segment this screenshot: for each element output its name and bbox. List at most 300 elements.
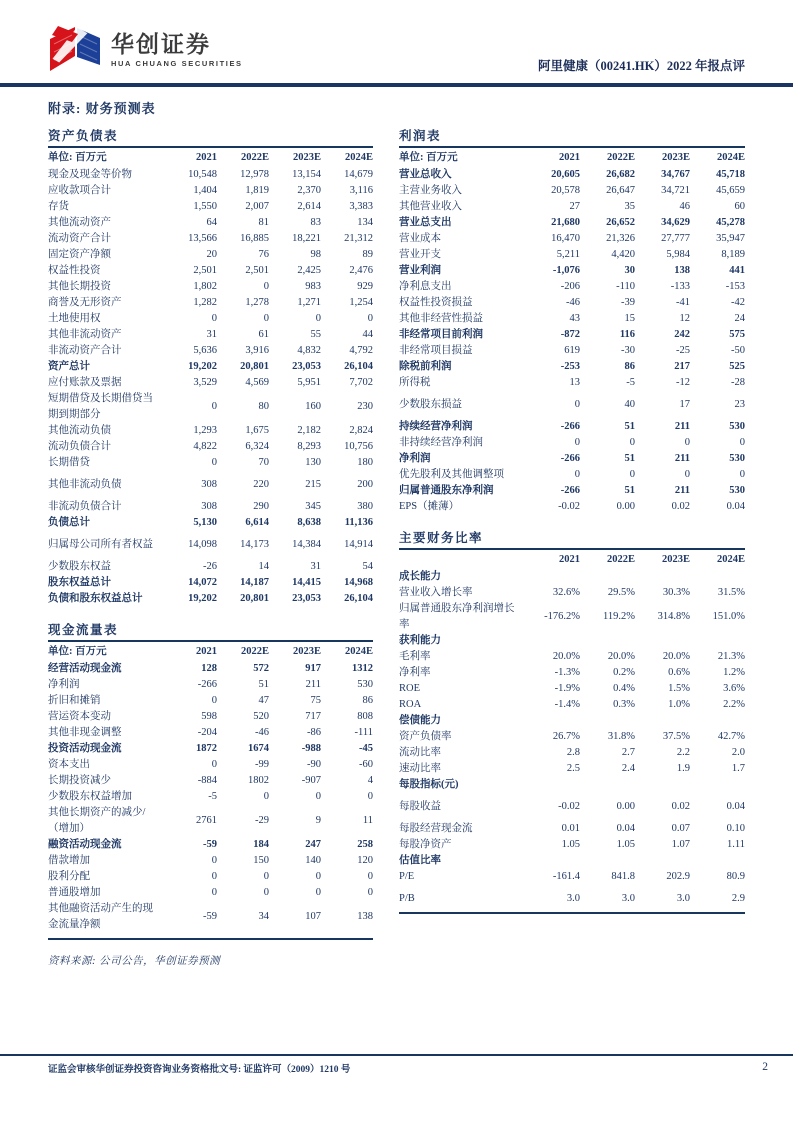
cell-value: -884 — [197, 775, 217, 786]
row-label: 其他非流动资产 — [48, 329, 122, 340]
cell-value: -5 — [626, 377, 635, 388]
row-label: 营业利润 — [399, 265, 441, 276]
cell-value: 31 — [310, 561, 321, 572]
cell-value: 6,324 — [245, 441, 269, 452]
cell-value: 1.9 — [676, 763, 690, 774]
cell-value: 0 — [211, 855, 217, 866]
cell-value: 0 — [211, 313, 217, 324]
table-row — [48, 901, 373, 933]
financial-ratios-table — [399, 528, 745, 914]
cell-value: 0.04 — [726, 501, 745, 512]
table-row — [48, 311, 373, 327]
cell-value: 3,116 — [349, 185, 373, 196]
table-row — [399, 837, 745, 853]
cell-value: 4,569 — [245, 377, 269, 388]
row-label: 折旧和摊销 — [48, 695, 101, 706]
cell-value: 0 — [315, 887, 321, 898]
row-label: 其他非流动负债 — [48, 479, 122, 490]
cell-value: 14,384 — [292, 539, 321, 550]
cell-value: 35,947 — [716, 233, 745, 244]
cell-value: 0.04 — [726, 801, 745, 812]
table-row — [399, 745, 745, 761]
cell-value: 220 — [253, 479, 269, 490]
cell-value: 0.6% — [668, 667, 690, 678]
cell-value: 5,130 — [193, 517, 217, 528]
cell-value: -0.02 — [558, 801, 580, 812]
cell-value: -266 — [197, 679, 217, 690]
cell-value: 43 — [569, 313, 580, 324]
row-label: 应付账款及票据 — [48, 377, 122, 388]
cell-value: 6,614 — [245, 517, 269, 528]
cell-value: 30.3% — [662, 587, 690, 598]
cell-value: 2,007 — [245, 201, 269, 212]
column-header: 2021 — [559, 152, 580, 163]
table-row — [48, 183, 373, 199]
cell-value: 45,718 — [716, 169, 745, 180]
column-header: 2023E — [661, 152, 690, 163]
cell-value: 40 — [624, 399, 635, 410]
cell-value: 26,104 — [344, 361, 373, 372]
cell-value: 27 — [569, 201, 580, 212]
cell-value: 54 — [362, 561, 373, 572]
cell-value: 258 — [357, 839, 373, 850]
cell-value: -59 — [203, 839, 217, 850]
table-row — [399, 649, 745, 665]
row-label: 非流动负债合计 — [48, 501, 122, 512]
cell-value: 1.0% — [668, 699, 690, 710]
cell-value: 314.8% — [657, 611, 690, 622]
row-label: 普通股增加 — [48, 887, 101, 898]
cell-value: 619 — [564, 345, 580, 356]
table-row — [48, 215, 373, 231]
table-row — [399, 697, 745, 713]
row-label: 现金及现金等价物 — [48, 169, 132, 180]
table-row — [399, 853, 745, 869]
table-row — [399, 869, 745, 885]
cell-value: 12,978 — [240, 169, 269, 180]
column-header: 2022E — [240, 152, 269, 163]
cell-value: 0 — [211, 695, 217, 706]
cell-value: 130 — [305, 457, 321, 468]
column-header: 2023E — [292, 646, 321, 657]
table-row — [48, 359, 373, 375]
row-label: 少数股东权益增加 — [48, 791, 132, 802]
cell-value: -133 — [670, 281, 690, 292]
cell-value: 116 — [619, 329, 635, 340]
row-label: 长期投资减少 — [48, 775, 111, 786]
cell-value: 2,370 — [297, 185, 321, 196]
cell-value: 0 — [315, 313, 321, 324]
cell-value: 0.01 — [561, 823, 580, 834]
cell-value: 17 — [679, 399, 690, 410]
column-header: 2021 — [196, 152, 217, 163]
table-header-row — [399, 550, 745, 569]
cell-value: 211 — [674, 421, 690, 432]
cell-value: 86 — [624, 361, 635, 372]
cell-value: 247 — [305, 839, 321, 850]
cell-value: 47 — [258, 695, 269, 706]
cell-value: -1.3% — [554, 667, 580, 678]
page-header — [0, 0, 793, 83]
row-label: 负债总计 — [48, 517, 90, 528]
row-label: 每股净资产 — [399, 839, 452, 850]
cell-value: 64 — [206, 217, 217, 228]
cell-value: 2,182 — [297, 425, 321, 436]
cell-value: 32.6% — [552, 587, 580, 598]
cell-value: 0.00 — [616, 801, 635, 812]
row-label: 每股经营现金流 — [399, 823, 473, 834]
cell-value: -1.9% — [554, 683, 580, 694]
column-header: 2021 — [559, 554, 580, 565]
row-label: 权益性投资 — [48, 265, 101, 276]
cell-value: -86 — [307, 727, 321, 738]
unit-label: 单位: 百万元 — [48, 152, 107, 163]
row-label: 少数股东损益 — [399, 399, 462, 410]
cell-value: 917 — [305, 663, 321, 674]
cell-value: 23,053 — [292, 593, 321, 604]
row-label: 每股收益 — [399, 801, 441, 812]
cell-value: 14,072 — [188, 577, 217, 588]
cell-value: 217 — [674, 361, 690, 372]
row-label: 融资活动现金流 — [48, 839, 122, 850]
cell-value: 0 — [367, 887, 373, 898]
cell-value: 83 — [310, 217, 321, 228]
cell-value: 21.3% — [717, 651, 745, 662]
cell-value: 1.05 — [561, 839, 580, 850]
table-row — [48, 575, 373, 591]
cell-value: 18,221 — [292, 233, 321, 244]
row-label: 偿债能力 — [399, 715, 441, 726]
left-column — [48, 126, 373, 968]
cell-value: 0 — [315, 791, 321, 802]
cell-value: -0.02 — [558, 501, 580, 512]
cell-value: 180 — [357, 457, 373, 468]
table-row — [399, 799, 745, 815]
cell-value: 0.4% — [613, 683, 635, 694]
row-label: 估值比率 — [399, 855, 441, 866]
row-label: 固定资产净额 — [48, 249, 111, 260]
table-row — [48, 477, 373, 493]
table-row — [48, 837, 373, 853]
row-label: 非经常项目损益 — [399, 345, 473, 356]
cell-value: -266 — [560, 421, 580, 432]
table-row — [399, 633, 745, 649]
row-label: 净利率 — [399, 667, 431, 678]
cell-value: -46 — [255, 727, 269, 738]
table-row — [399, 601, 745, 633]
row-label: 持续经营净利润 — [399, 421, 473, 432]
cell-value: 0 — [263, 281, 269, 292]
table-row — [399, 231, 745, 247]
cell-value: 2761 — [196, 815, 217, 826]
cell-value: 34,629 — [661, 217, 690, 228]
unit-label: 单位: 百万元 — [399, 152, 458, 163]
table-row — [399, 247, 745, 263]
row-label: 毛利率 — [399, 651, 431, 662]
cell-value: 34 — [258, 911, 269, 922]
table-row — [48, 709, 373, 725]
cell-value: 0 — [367, 791, 373, 802]
row-label: 短期借贷及长期借贷当期到期部分 — [48, 393, 153, 420]
report-title: 阿里健康（00241.HK）2022 年报点评 — [538, 59, 745, 73]
column-header: 2023E — [292, 152, 321, 163]
cell-value: 1,802 — [193, 281, 217, 292]
huachuang-logo-icon — [48, 24, 102, 76]
column-header: 2024E — [716, 554, 745, 565]
cell-value: 717 — [305, 711, 321, 722]
cell-value: 11,136 — [344, 517, 373, 528]
cell-value: 5,984 — [666, 249, 690, 260]
cell-value: 0 — [629, 469, 635, 480]
cell-value: 1.5% — [668, 683, 690, 694]
cell-value: 2,476 — [349, 265, 373, 276]
table-title: 现金流量表 — [48, 620, 373, 642]
cell-value: -988 — [301, 743, 321, 754]
row-label: 成长能力 — [399, 571, 441, 582]
cell-value: 530 — [729, 485, 745, 496]
cell-value: -29 — [255, 815, 269, 826]
row-label: P/B — [399, 893, 415, 904]
cell-value: -90 — [307, 759, 321, 770]
row-label: 净利息支出 — [399, 281, 452, 292]
table-row — [48, 439, 373, 455]
cell-value: 14,415 — [292, 577, 321, 588]
page-title: 附录: 财务预测表 — [48, 101, 156, 116]
cell-value: 150 — [253, 855, 269, 866]
row-label: 营业开支 — [399, 249, 441, 260]
table-row — [399, 167, 745, 183]
row-label: 投资活动现金流 — [48, 743, 122, 754]
row-label: 资产总计 — [48, 361, 90, 372]
cell-value: 1,819 — [245, 185, 269, 196]
table-row — [48, 263, 373, 279]
cell-value: 1.2% — [723, 667, 745, 678]
column-header: 2024E — [344, 646, 373, 657]
cell-value: 76 — [258, 249, 269, 260]
table-row — [399, 569, 745, 585]
cell-value: 20.0% — [662, 651, 690, 662]
table-row — [48, 757, 373, 773]
page-footer — [48, 1061, 768, 1075]
cell-value: 1,550 — [193, 201, 217, 212]
table-row — [48, 725, 373, 741]
cell-value: -50 — [731, 345, 745, 356]
cell-value: 119.2% — [603, 611, 635, 622]
table-row — [399, 359, 745, 375]
cell-value: -25 — [676, 345, 690, 356]
cell-value: 0 — [263, 887, 269, 898]
row-label: 归属母公司所有者权益 — [48, 539, 153, 550]
cell-value: 575 — [729, 329, 745, 340]
table-row — [48, 661, 373, 677]
table-row — [48, 295, 373, 311]
cell-value: -99 — [255, 759, 269, 770]
cell-value: 10,548 — [188, 169, 217, 180]
cell-value: 13 — [569, 377, 580, 388]
row-label: 存货 — [48, 201, 69, 212]
cell-value: 598 — [201, 711, 217, 722]
cell-value: 1,282 — [193, 297, 217, 308]
cell-value: 2,425 — [297, 265, 321, 276]
cell-value: 0 — [211, 457, 217, 468]
table-row — [399, 295, 745, 311]
cell-value: 2.7 — [621, 747, 635, 758]
cell-value: 4 — [367, 775, 373, 786]
table-row — [399, 483, 745, 499]
cell-value: 3.0 — [676, 893, 690, 904]
cell-value: 14,679 — [344, 169, 373, 180]
cell-value: 30 — [624, 265, 635, 276]
cell-value: 10,756 — [344, 441, 373, 452]
cell-value: 2,501 — [193, 265, 217, 276]
cell-value: 14 — [258, 561, 269, 572]
cell-value: -28 — [731, 377, 745, 388]
cell-value: 46 — [679, 201, 690, 212]
row-label: 其他融资活动产生的现金流量净额 — [48, 903, 153, 930]
cell-value: 0 — [211, 887, 217, 898]
cell-value: 138 — [674, 265, 690, 276]
row-label: 资本支出 — [48, 759, 90, 770]
cell-value: 8,293 — [297, 441, 321, 452]
table-row — [48, 499, 373, 515]
cell-value: -5 — [208, 791, 217, 802]
cell-value: 27,777 — [661, 233, 690, 244]
row-label: ROE — [399, 683, 420, 694]
table-row — [399, 821, 745, 837]
cell-value: 13,154 — [292, 169, 321, 180]
table-row — [399, 435, 745, 451]
row-label: 其他长期资产的减少/（增加） — [48, 807, 146, 834]
cell-value: 1.7 — [731, 763, 745, 774]
table-row — [48, 247, 373, 263]
row-label: 非流动资产合计 — [48, 345, 122, 356]
cell-value: -59 — [203, 911, 217, 922]
cell-value: 0 — [629, 437, 635, 448]
cell-value: 530 — [729, 453, 745, 464]
cell-value: 5,636 — [193, 345, 217, 356]
cell-value: 530 — [357, 679, 373, 690]
row-label: 优先股利及其他调整项 — [399, 469, 504, 480]
cell-value: 202.9 — [666, 871, 690, 882]
cell-value: 4,822 — [193, 441, 217, 452]
table-row — [48, 853, 373, 869]
cell-value: 20.0% — [552, 651, 580, 662]
cell-value: 380 — [357, 501, 373, 512]
row-label: 经营活动现金流 — [48, 663, 122, 674]
cell-value: 24 — [734, 313, 745, 324]
table-row — [399, 467, 745, 483]
cell-value: 13,566 — [188, 233, 217, 244]
cell-value: 2,614 — [297, 201, 321, 212]
cell-value: 2.0 — [731, 747, 745, 758]
cell-value: 3,916 — [245, 345, 269, 356]
cell-value: 929 — [357, 281, 373, 292]
row-label: 速动比率 — [399, 763, 441, 774]
column-header: 2024E — [716, 152, 745, 163]
cell-value: 86 — [362, 695, 373, 706]
table-row — [399, 397, 745, 413]
cell-value: -176.2% — [544, 611, 580, 622]
cell-value: 15 — [624, 313, 635, 324]
cell-value: 14,173 — [240, 539, 269, 550]
cell-value: 0.00 — [616, 501, 635, 512]
right-column — [399, 126, 745, 927]
cell-value: 1,293 — [193, 425, 217, 436]
cell-value: 3.0 — [621, 893, 635, 904]
cell-value: 44 — [362, 329, 373, 340]
row-label: 归属普通股东净利润增长率 — [399, 603, 515, 630]
table-row — [48, 789, 373, 805]
cell-value: 14,187 — [240, 577, 269, 588]
cell-value: 12 — [679, 313, 690, 324]
cell-value: 26,652 — [606, 217, 635, 228]
cell-value: 308 — [201, 501, 217, 512]
column-header: 2022E — [606, 152, 635, 163]
table-row — [399, 681, 745, 697]
cell-value: 0 — [211, 759, 217, 770]
brand-text — [111, 30, 243, 68]
cell-value: -872 — [560, 329, 580, 340]
cell-value: 2,824 — [349, 425, 373, 436]
cell-value: 0 — [367, 871, 373, 882]
cell-value: 98 — [310, 249, 321, 260]
table-row — [48, 167, 373, 183]
cell-value: 151.0% — [712, 611, 745, 622]
cell-value: 60 — [734, 201, 745, 212]
row-label: 每股指标(元) — [399, 779, 459, 790]
table-row — [399, 183, 745, 199]
table-row — [48, 391, 373, 423]
cell-value: 211 — [674, 453, 690, 464]
row-label: 其他营业收入 — [399, 201, 462, 212]
cell-value: 1674 — [248, 743, 269, 754]
row-label: 应收款项合计 — [48, 185, 111, 196]
row-label: 营业收入增长率 — [399, 587, 473, 598]
cell-value: 0.02 — [671, 501, 690, 512]
cell-value: 2.9 — [731, 893, 745, 904]
cell-value: 0 — [684, 469, 690, 480]
column-header: 2024E — [344, 152, 373, 163]
row-label: 净利润 — [48, 679, 80, 690]
row-label: 流动比率 — [399, 747, 441, 758]
table-row — [48, 677, 373, 693]
row-label: 营运资本变动 — [48, 711, 111, 722]
row-label: 权益性投资损益 — [399, 297, 473, 308]
cell-value: 140 — [305, 855, 321, 866]
cell-value: -110 — [616, 281, 635, 292]
cell-value: 23 — [734, 399, 745, 410]
table-row — [48, 199, 373, 215]
cell-value: -45 — [359, 743, 373, 754]
table-row — [399, 891, 745, 907]
cell-value: 3.0 — [566, 893, 580, 904]
row-label: 非经常项目前利润 — [399, 329, 483, 340]
row-label: 借款增加 — [48, 855, 90, 866]
cell-value: -1.4% — [554, 699, 580, 710]
row-label: 获利能力 — [399, 635, 441, 646]
cell-value: 7,702 — [349, 377, 373, 388]
cell-value: 0 — [574, 469, 580, 480]
cell-value: 1,675 — [245, 425, 269, 436]
cell-value: 35 — [624, 201, 635, 212]
cell-value: 51 — [624, 453, 635, 464]
cell-value: 0.02 — [671, 801, 690, 812]
row-label: 所得税 — [399, 377, 431, 388]
table-row — [48, 327, 373, 343]
table-row — [48, 559, 373, 575]
source-note: 资料来源: 公司公告，华创证券预测 — [48, 956, 221, 967]
table-row — [48, 741, 373, 757]
